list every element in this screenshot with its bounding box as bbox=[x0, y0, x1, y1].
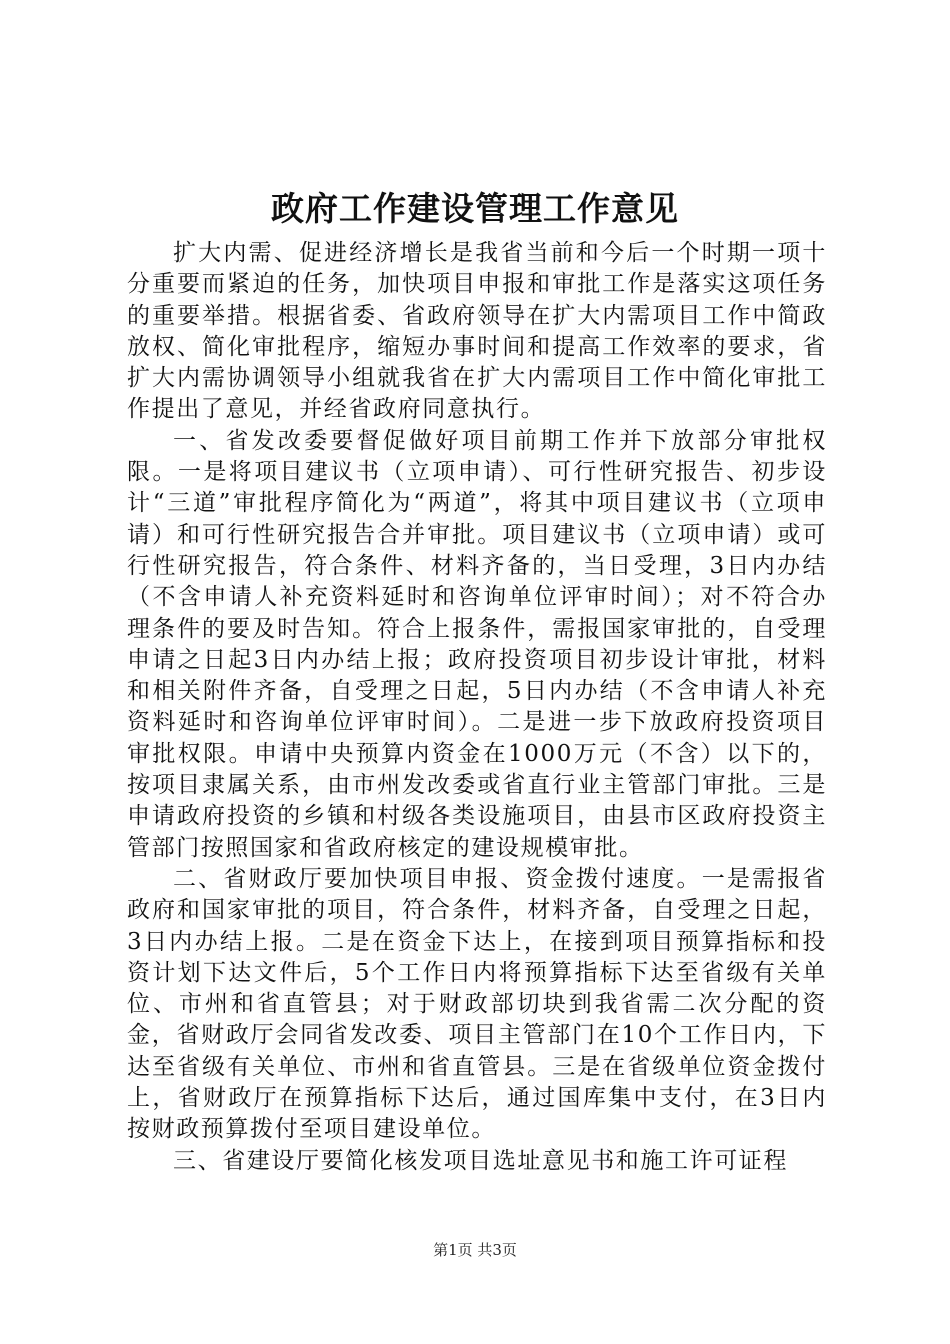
paragraph-section-3: 三、省建设厅要简化核发项目选址意见书和施工许可证程 bbox=[173, 1147, 788, 1174]
paragraph-section-1: 一、省发改委要督促做好项目前期工作并下放部分审批权限。一是将项目建议书（立项申请）、可行性研究报告、初步设计“三道”审批程序简化为“两道”，将其中项目建议书（立项申请）和可行性研究报告合并审批。项目建议书（立项申请）或可行性研究报告，符合条件、材料齐备的，当日受理，3日内办结（不含申请人补充资料延时和咨询单位评审时间）；对不符合办理条件的要及时告知。符合上报条件，需报国家审批的，自受理申请之日起3日内办结上报；政府投资项目初步设计审批，材料和相关附件齐备，自受理之日起，5日内办结（不含申请人补充资料延时和咨询单位评审时间）。二是进一步下放政府投资项目审批权限。申请中央预算内资金在1000万元（不含）以下的，按项目隶属关系，由市州发改委或省直行业主管部门审批。三是申请政府投资的乡镇和村级各类设施项目，由县市区政府投资主管部门按照国家和省政府核定的建设规模审批。 bbox=[127, 427, 827, 861]
page-footer: 第1页 共3页 bbox=[433, 1241, 517, 1259]
document-body bbox=[127, 238, 827, 1177]
paragraph-intro: 扩大内需、促进经济增长是我省当前和今后一个时期一项十分重要而紧迫的任务，加快项目申报和审批工作是落实这项任务的重要举措。根据省委、省政府领导在扩大内需项目工作中简政放权、简化审批程序，缩短办事时间和提高工作效率的要求，省扩大内需协调领导小组就我省在扩大内需项目工作中简化审批工作提出了意见，并经省政府同意执行。 bbox=[127, 240, 827, 423]
paragraph-section-2: 二、省财政厅要加快项目申报、资金拨付速度。一是需报省政府和国家审批的项目，符合条件，材料齐备，自受理之日起，3日内办结上报。二是在资金下达上，在接到项目预算指标和投资计划下达文件后，5个工作日内将预算指标下达至省级有关单位、市州和省直管县；对于财政部切块到我省需二次分配的资金，省财政厅会同省发改委、项目主管部门在10个工作日内，下达至省级有关单位、市州和省直管县。三是在省级单位资金拨付上，省财政厅在预算指标下达后，通过国库集中支付，在3日内按财政预算拨付至项目建设单位。 bbox=[127, 865, 827, 1143]
document-title: 政府工作建设管理工作意见 bbox=[271, 189, 679, 228]
